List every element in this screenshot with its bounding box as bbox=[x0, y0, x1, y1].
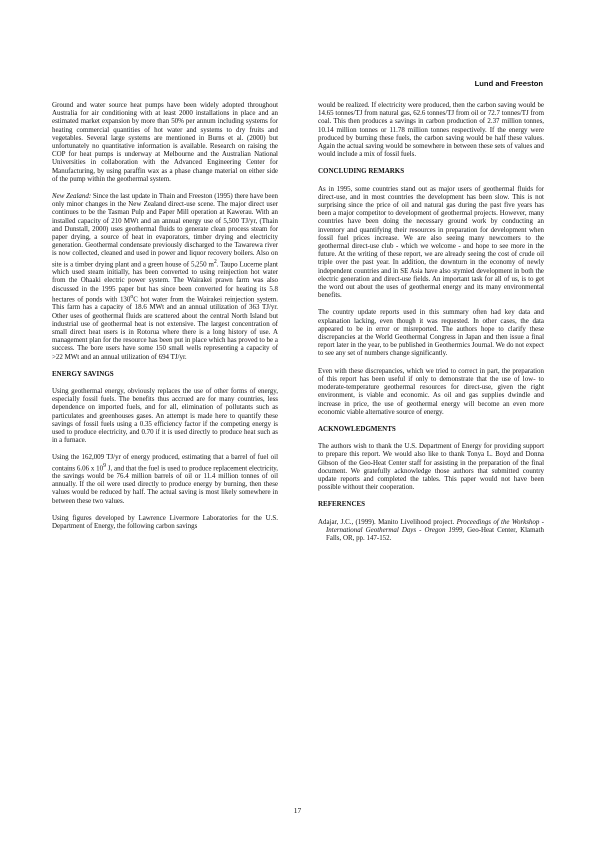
ref-authors: Adajar, J.C., (1999). Manito Livelihood project. bbox=[318, 517, 457, 526]
paragraph-acknowledgments: The authors wish to thank the U.S. Department of Energy for providing support to prepare this report. We would also like to thank Tonya L. Boyd and Donna Gibson of the Geo-Heat Center staff for assisting in the preparation of the final document. We gratefully acknowledge those authors that submitted country update reports and completed the tables. This paper would not have been possible without their cooperation. bbox=[318, 442, 544, 492]
paragraph-conclusion-3: Even with these discrepancies, which we tried to correct in part, the preparation of this report has been useful if only to demonstrate that the use of low- to moderate-temperature geothermal resources for direct-use, given the right environment, is viable and economic. As oil and gas supplies dwindle and increase in price, the use of geothermal energy will become an even more economic viable alternative source of energy. bbox=[318, 366, 544, 416]
reference-adajar bbox=[318, 518, 544, 543]
heading-references: REFERENCES bbox=[318, 500, 366, 509]
paragraph-carbon-intro: Using figures developed by Lawrence Livermore Laboratories for the U.S. Department of Energy, the following carbon savings bbox=[52, 513, 278, 531]
nz-sup-degree: o bbox=[130, 293, 134, 300]
nz-text-a: Since the last update in Thain and Freeston (1995) there have been only minor changes in the New Zealand direct-use scene. The major direct user continues to be the Tasman Pulp and Paper Mill operation at Kawerau. With an installed capacity of 210 MWt and an annual energy use of 5,500 TJ/yr, (Thain and Dunstall, 2000) uses geothermal fluids to generate clean process steam for paper drying, a source of heat in evaporators, timber drying and electricity generation. Geothermal condensate previously discharged to the Tawarewa river is now collected, cleaned and used in power and liquor recovery boilers. Also on site is a timber drying plant and a green house of 5,250 m bbox=[52, 192, 278, 268]
paragraph-heat-pumps: Ground and water source heat pumps have been widely adopted throughout Australia for air conditioning with at least 2000 installations in place and an estimated market expansion by more than 50% per annum including systems for heating commercial quantities of hot water and systems to dry fruits and vegetables. Several large systems are mentioned in Burns et al. (2000) but unfortunately no quantitative information is available. Research on raising the COP for heat pumps is underway at Melbourne and the Australian National Universities in collaboration with the Advanced Engineering Center for Manufacturing, by using paraffin wax as a phase change material on either side of the pump within the geothermal system. bbox=[52, 101, 278, 183]
ref-publisher: Geo-Heat Center, Klamath Falls, OR, pp. 147-152. bbox=[326, 525, 544, 542]
nz-text-b: . Taupo Lucerne plant which used steam initially, has been converted to using reinjection hot water from the Ohaaki electric power system. The Wairakei prawn farm was also discussed in the 1995 paper but has since been converted for heating its 5.8 hectares of ponds with 130 bbox=[52, 259, 278, 304]
running-header: Lund and Freeston bbox=[474, 79, 543, 88]
heading-energy-savings: ENERGY SAVINGS bbox=[52, 369, 114, 378]
right-column bbox=[318, 101, 544, 551]
paragraph-conclusion-2: The country update reports used in this summary often had key data and explanation lacking, even though it was requested. In other cases, the data appeared to be in error or misreported. The authors hope to clarify these discrepancies at the World Geothermal Congress in Japan and then issue a final report later in the year, to be published in Geothermics Journal. We do not expect to see any set of numbers change significantly. bbox=[318, 308, 544, 358]
paragraph-carbon-savings: would be realized. If electricity were produced, then the carbon saving would be 14.65 tonnes/TJ from natural gas, 62.6 tonnes/TJ from oil or 72.7 tonnes/TJ from coal. This then produces a savings in carbon production of 2.37 million tonnes, 10.14 million tonnes or 11.78 million tonnes respectively. If the energy were produced by burning these fuels, the carbon saving would be half these values. Again the actual saving would be somewhere in between these sets of values and would include a mix of fossil fuels. bbox=[318, 101, 544, 159]
paragraph-new-zealand bbox=[52, 192, 278, 361]
paragraph-oil-savings bbox=[52, 453, 278, 505]
heading-concluding-remarks: CONCLUDING REMARKS bbox=[318, 167, 405, 176]
ref-proceedings: Proceedings of the Workshop - International Geothermal Days - Oregon 1999, bbox=[326, 517, 544, 534]
paragraph-fossil-fuels: Using geothermal energy, obviously replaces the use of other forms of energy, especially fossil fuels. The benefits thus accrued are for many countries, less dependence on imported fuels, and for all, elimination of pollutants such as particulates and greenhouses gases. An attempt is made here to quantify these savings of fossil fuels using a 0.35 efficiency factor if the competing energy is used to produce electricity, and 0.70 if it is used directly to produce heat such as in a furnace. bbox=[52, 386, 278, 445]
heading-acknowledgments: ACKNOWLEDGMENTS bbox=[318, 424, 396, 433]
page-number: 17 bbox=[293, 806, 302, 815]
left-column bbox=[52, 101, 278, 539]
nz-text-c: C hot water from the Wairakei reinjection system. This farm has a capacity of 18.6 MWt and an annual utilization of 363 TJ/yr. Other uses of geothermal fluids are scattered about the central North Island but industrial use of geothermal heat is not extensive. The largest concentration of small direct heat users is in Rotorua where there is a long history of use. A management plan for the resource has been put in place which has proved to be a success. The bore users have some 150 small wells representing a capacity of >22 MWt and an annual utilization of 694 TJ/yr. bbox=[52, 295, 278, 361]
paragraph-conclusion-1: As in 1995, some countries stand out as major users of geothermal fluids for direct-use, and in most countries the development has been slow. This is not surprising since the price of oil and natural gas during the past five years has been a major competitor to development of geothermal projects. However, many countries have been doing the necessary ground work by conducting an inventory and quantifying their resources in preparation for development when fossil fuel prices increase. We are also seeing many newcomers to the geothermal direct-use club - which we welcome - and hope to see more in the future. At the writing of these report, we are already seeing the cost of crude oil triple over the past year. In addition, the downturn in the economy of newly independent countries and in SE Asia have also stymied development in both the electric generation and direct-use fields. An important task for all of us, is to get the word out about the uses of geothermal energy and its many environmental benefits. bbox=[318, 184, 544, 300]
nz-sup-squared: 2 bbox=[213, 258, 217, 265]
new-zealand-lead: New Zealand: bbox=[52, 192, 92, 201]
oil-text-a: Using the 162,009 TJ/yr of energy produced, estimating that a barrel of fuel oil contains 6.06 x 10 bbox=[52, 453, 278, 472]
oil-text-b: J, and that the fuel is used to produce replacement electricity, the savings would be 76.4 million barrels of oil or 11.4 million tonnes of oil annually. If the oil were used directly to produce energy by burning, then these values would be reduced by half. The actual saving is most likely somewhere in between these two values. bbox=[52, 463, 278, 505]
oil-sup-exponent: 9 bbox=[103, 462, 106, 469]
